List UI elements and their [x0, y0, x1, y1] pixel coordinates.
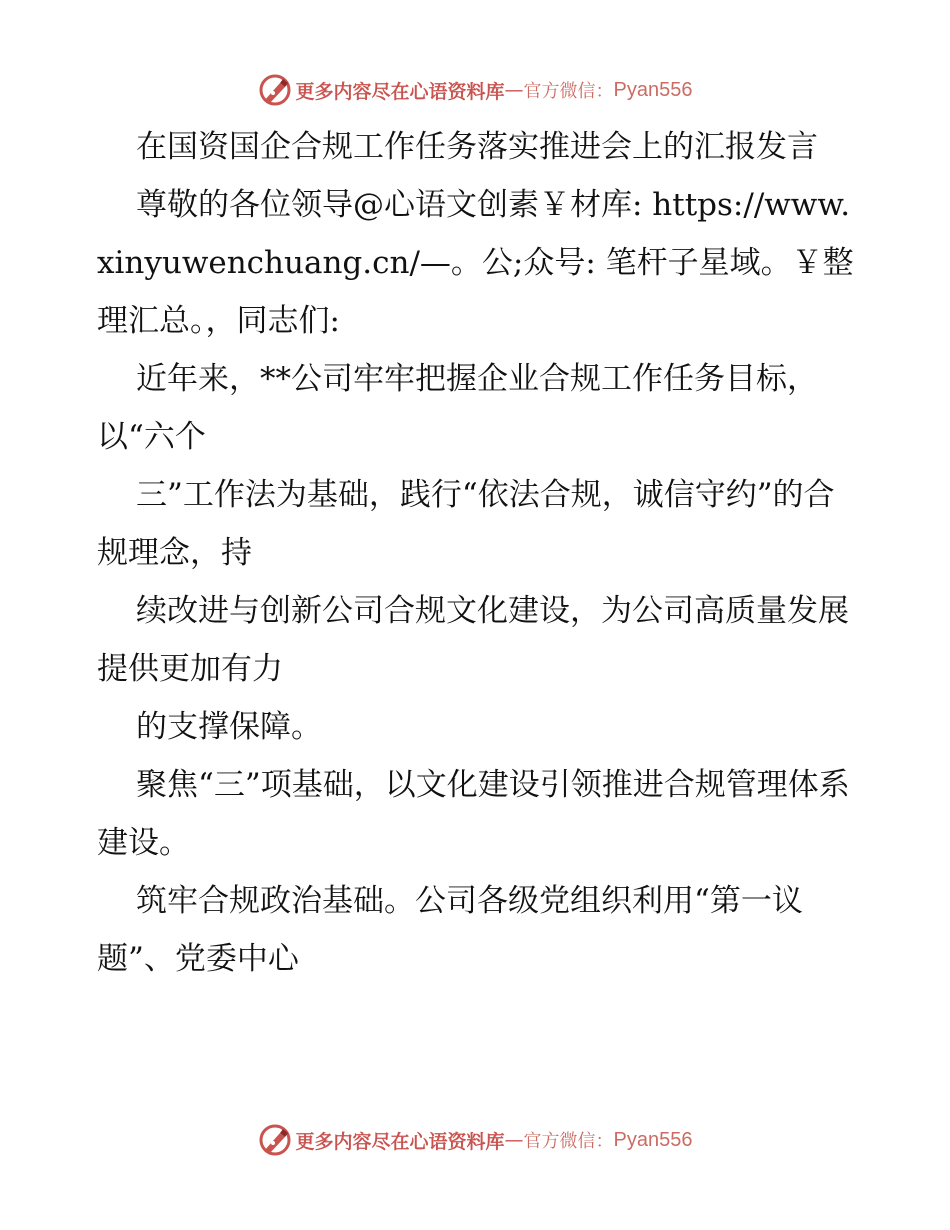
body-paragraph-4: 的支撑保障。	[136, 709, 322, 745]
footer-watermark	[0, 1120, 950, 1160]
watermark-id: Pyan556	[613, 1128, 693, 1151]
watermark-id: Pyan556	[613, 78, 693, 101]
watermark-sub-text: 官方微信：	[523, 81, 614, 102]
body-paragraph-3: 续改进与创新公司合规文化建设，为公司高质量发展提供更加有力	[97, 593, 849, 687]
pen-logo-icon	[258, 1123, 292, 1157]
document-body	[97, 118, 857, 988]
watermark-main-text: 更多内容尽在心语资料库	[295, 1130, 505, 1153]
watermark-sub-text: 官方微信：	[523, 1131, 614, 1152]
body-paragraph-1: 近年来，**公司牢牢把握企业合规工作任务目标，以“六个	[97, 361, 818, 455]
body-paragraph-2: 三”工作法为基础，践行“依法合规，诚信守约”的合规理念，持	[97, 477, 835, 571]
document-title: 在国资国企合规工作任务落实推进会上的汇报发言	[136, 129, 818, 165]
watermark-dash: —	[504, 79, 524, 101]
watermark-main-text: 更多内容尽在心语资料库	[295, 80, 505, 103]
watermark-dash: —	[504, 1129, 524, 1151]
section-heading: 聚焦“三”项基础，以文化建设引领推进合规管理体系建设。	[97, 767, 850, 861]
salutation-paragraph: 尊敬的各位领导@心语文创素￥材库: https://www.xinyuwenchuang.cn/—。公;众号: 笔杆子星域。￥整理汇总。，同志们:	[97, 187, 854, 339]
pen-logo-icon	[258, 73, 292, 107]
body-paragraph-5: 筑牢合规政治基础。公司各级党组织利用“第一议题”、党委中心	[97, 883, 803, 977]
header-watermark	[0, 70, 950, 110]
